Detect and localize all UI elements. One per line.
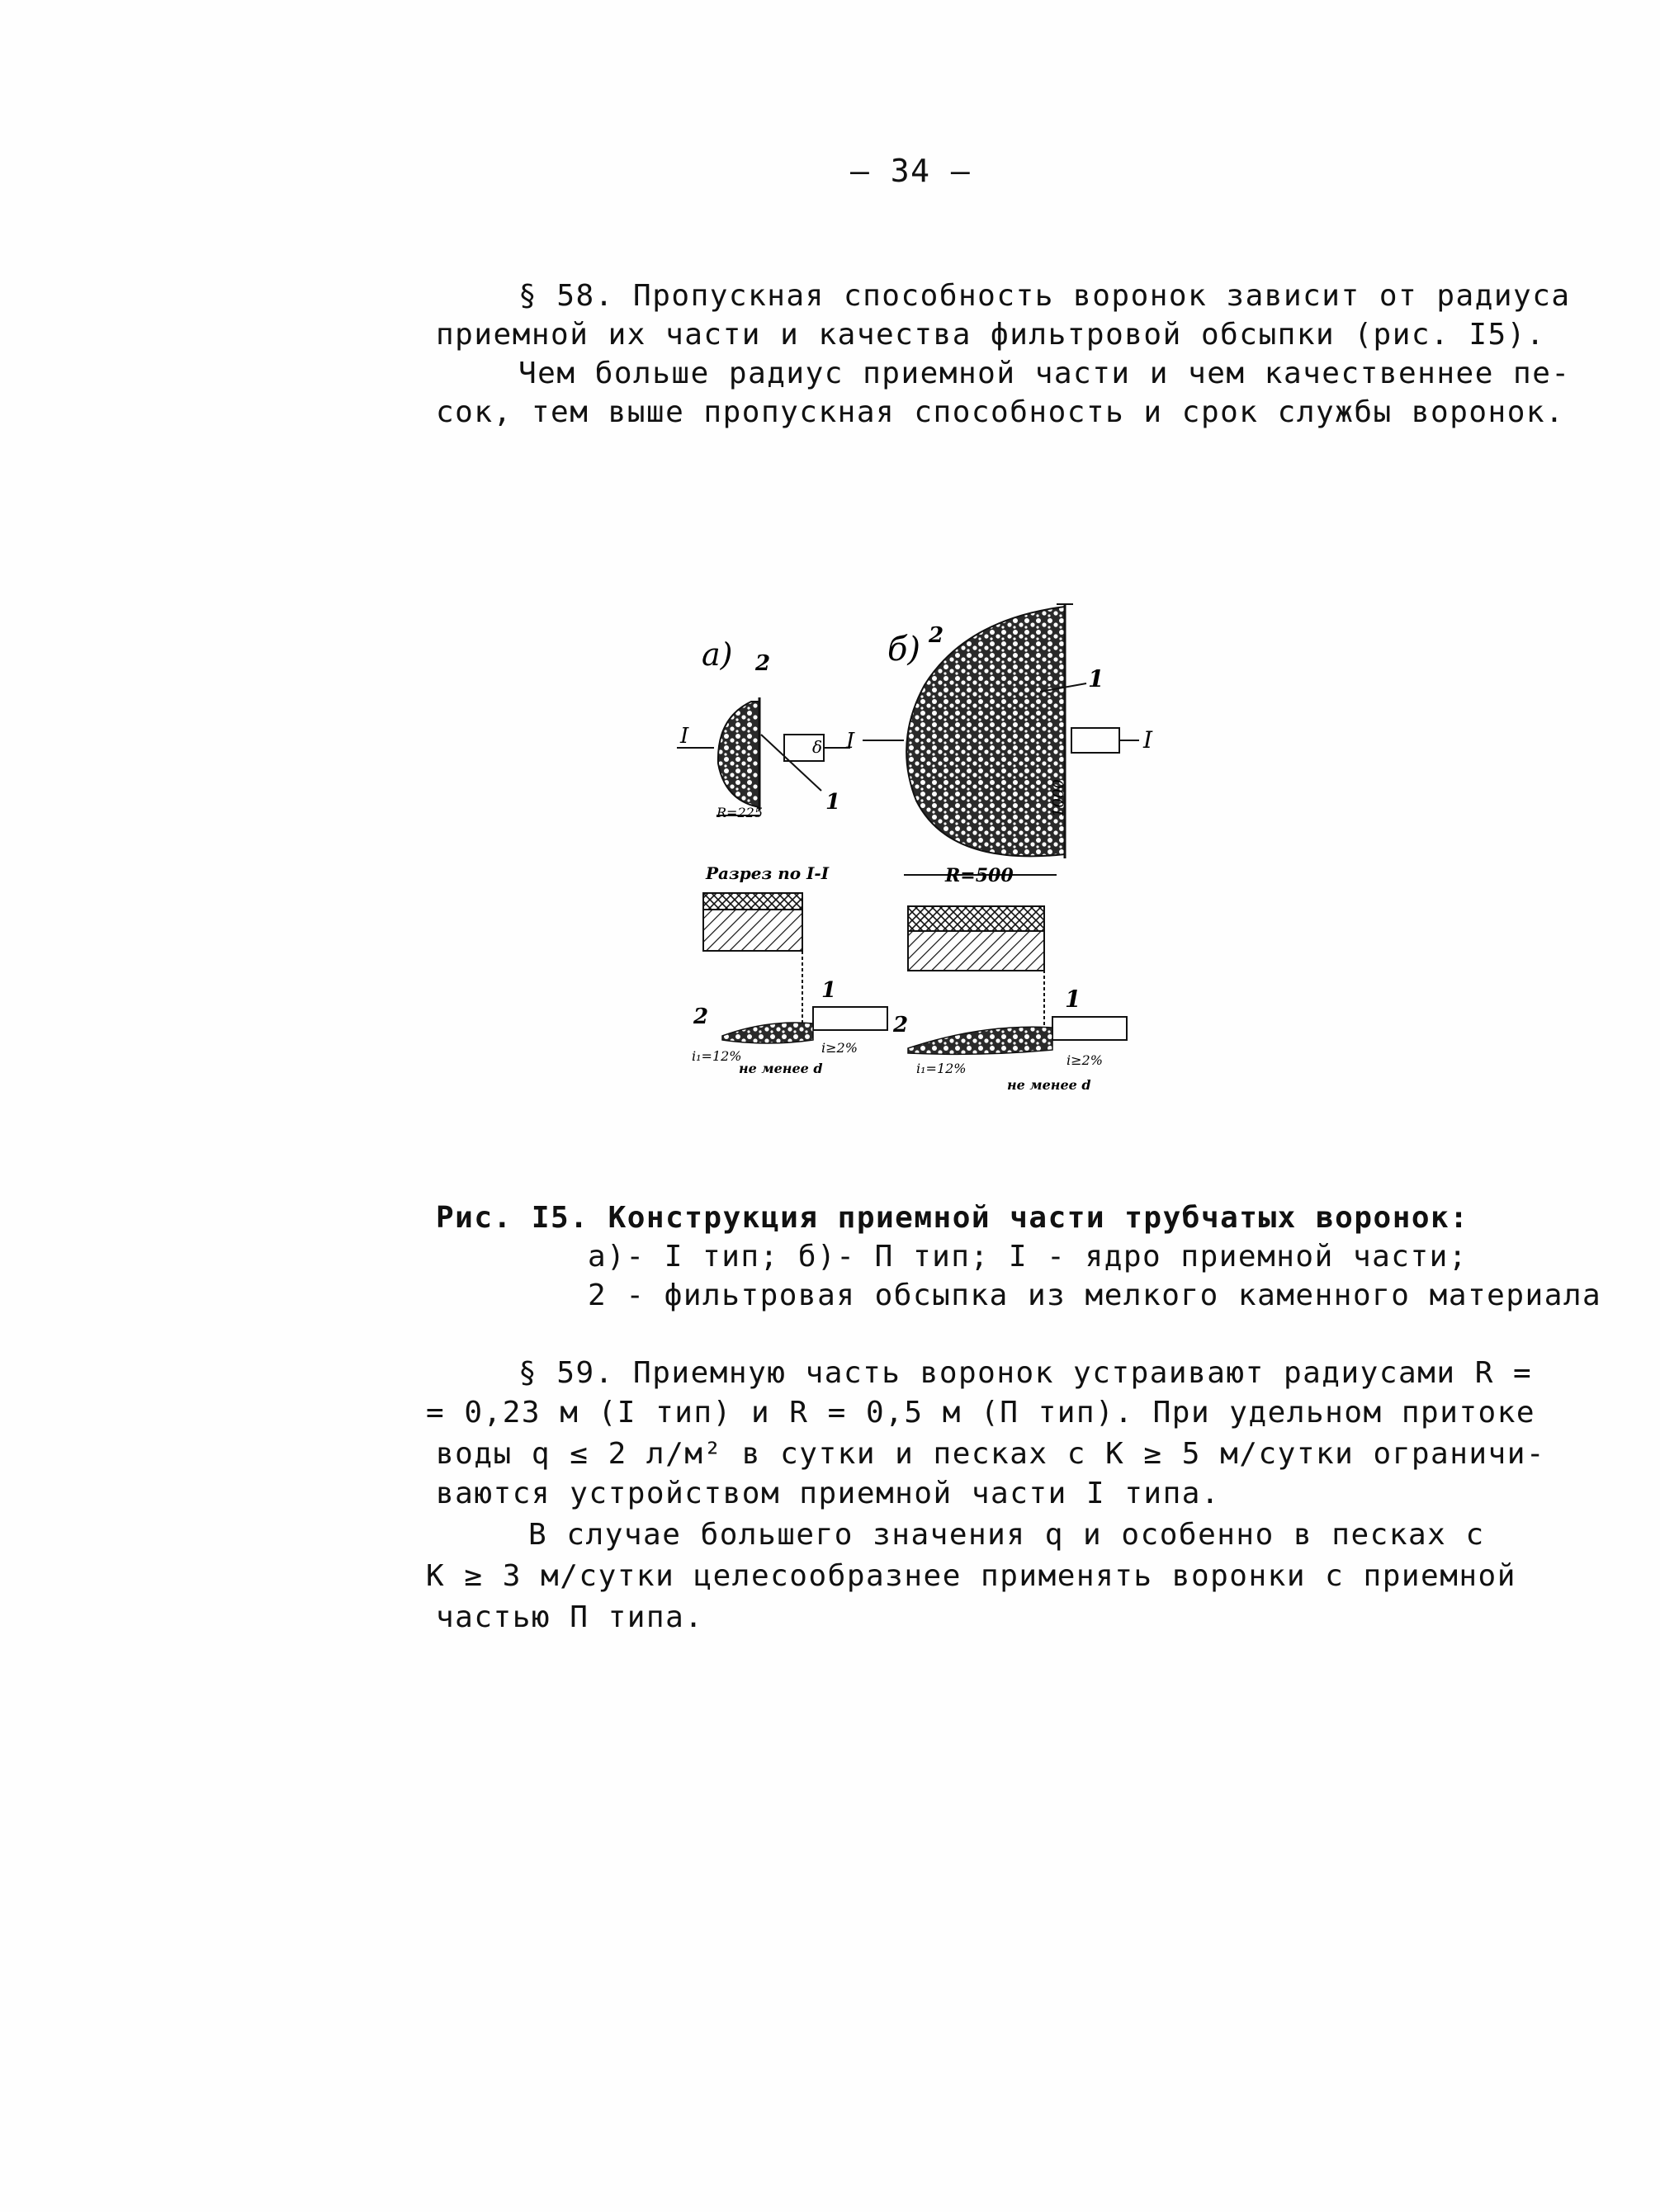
page-number: — 34 —: [850, 153, 972, 189]
length-label-b: 1000: [1050, 779, 1067, 817]
section-mark-a-left: I: [680, 724, 689, 749]
gravel-section-a: [722, 1023, 813, 1043]
base-layer-a: [703, 910, 802, 951]
slope-i-b: i≥2%: [1066, 1052, 1103, 1068]
gravel-half-disc-a: [718, 702, 759, 807]
pavement-b: [908, 906, 1044, 931]
type-1-plan: [677, 636, 850, 820]
paragraph-59-line-2: = 0,23 м (I тип) и R = 0,5 м (П тип). При удельном притоке: [426, 1396, 1536, 1430]
pipe-b: [1071, 728, 1119, 753]
radius-label-b: R=500: [945, 865, 1014, 886]
callout-2-b: 2: [929, 623, 944, 648]
type-1-section: [692, 893, 887, 1076]
paragraph-59-line-4: ваются устройством приемной части I типа.: [436, 1477, 1221, 1510]
figure-caption-line-3: 2 - фильтровая обсыпка из мелкого каменного материала: [588, 1279, 1602, 1312]
callout-2-sec-b: 2: [893, 1013, 909, 1037]
gravel-section-b: [908, 1027, 1052, 1054]
callout-2-sec-a: 2: [693, 1004, 709, 1029]
figure-label-b: б): [887, 631, 921, 669]
callout-1-sec-a: 1: [821, 978, 837, 1003]
paragraph-59-line-7: частью П типа.: [436, 1600, 704, 1634]
type-2-plan: [845, 604, 1153, 886]
section-title: Разрез по I-I: [706, 863, 830, 883]
callout-1-b: 1: [1088, 665, 1104, 692]
funnel-intake-figure: [677, 594, 1164, 1123]
pipe-section-b: [1052, 1017, 1127, 1040]
section-mark-b-right: I: [1143, 726, 1153, 754]
paragraph-59-line-1: § 59. Приемную часть воронок устраивают радиусами R =: [518, 1356, 1533, 1390]
paragraph-58-line-3: Чем больше радиус приемной части и чем качественнее пе-: [518, 357, 1571, 390]
slope-i1-a: i₁=12%: [692, 1048, 742, 1064]
figure-caption-line-1: Рис. I5. Конструкция приемной части трубчатых воронок:: [436, 1201, 1469, 1235]
dim-label-a: δ: [812, 737, 823, 757]
type-2-section: [892, 906, 1127, 1093]
slope-i1-b: i₁=12%: [916, 1061, 967, 1076]
section-mark-b-left: I: [846, 729, 855, 754]
paragraph-58-line-4: сок, тем выше пропускная способность и срок службы воронок.: [436, 395, 1565, 429]
paragraph-59-line-3: воды q ≤ 2 л/м² в сутки и песках с К ≥ 5 м/сутки ограничи-: [436, 1437, 1546, 1471]
min-d-b: не менее d: [1007, 1077, 1091, 1093]
callout-1-a: 1: [825, 790, 841, 815]
figure-caption-line-2: а)- I тип; б)- П тип; I - ядро приемной части;: [588, 1240, 1468, 1274]
paragraph-58-line-1: § 58. Пропускная способность воронок зависит от радиуса: [518, 279, 1571, 313]
callout-2-a: 2: [755, 651, 771, 676]
paragraph-59-line-6: К ≥ 3 м/сутки целесообразнее применять воронки с приемной: [426, 1559, 1516, 1593]
pipe-section-a: [813, 1007, 887, 1030]
slope-i-a: i≥2%: [821, 1040, 858, 1056]
min-d-a: не менее d: [739, 1061, 823, 1076]
paragraph-58-line-2: приемной их части и качества фильтровой обсыпки (рис. I5).: [436, 318, 1546, 352]
base-layer-b: [908, 931, 1044, 971]
figure-label-a: а): [702, 636, 733, 673]
radius-label-a: R=225: [716, 805, 763, 820]
pavement-a: [703, 893, 802, 910]
paragraph-59-line-5: В случае большего значения q и особенно в песках с: [528, 1518, 1485, 1552]
callout-1-sec-b: 1: [1065, 985, 1081, 1013]
